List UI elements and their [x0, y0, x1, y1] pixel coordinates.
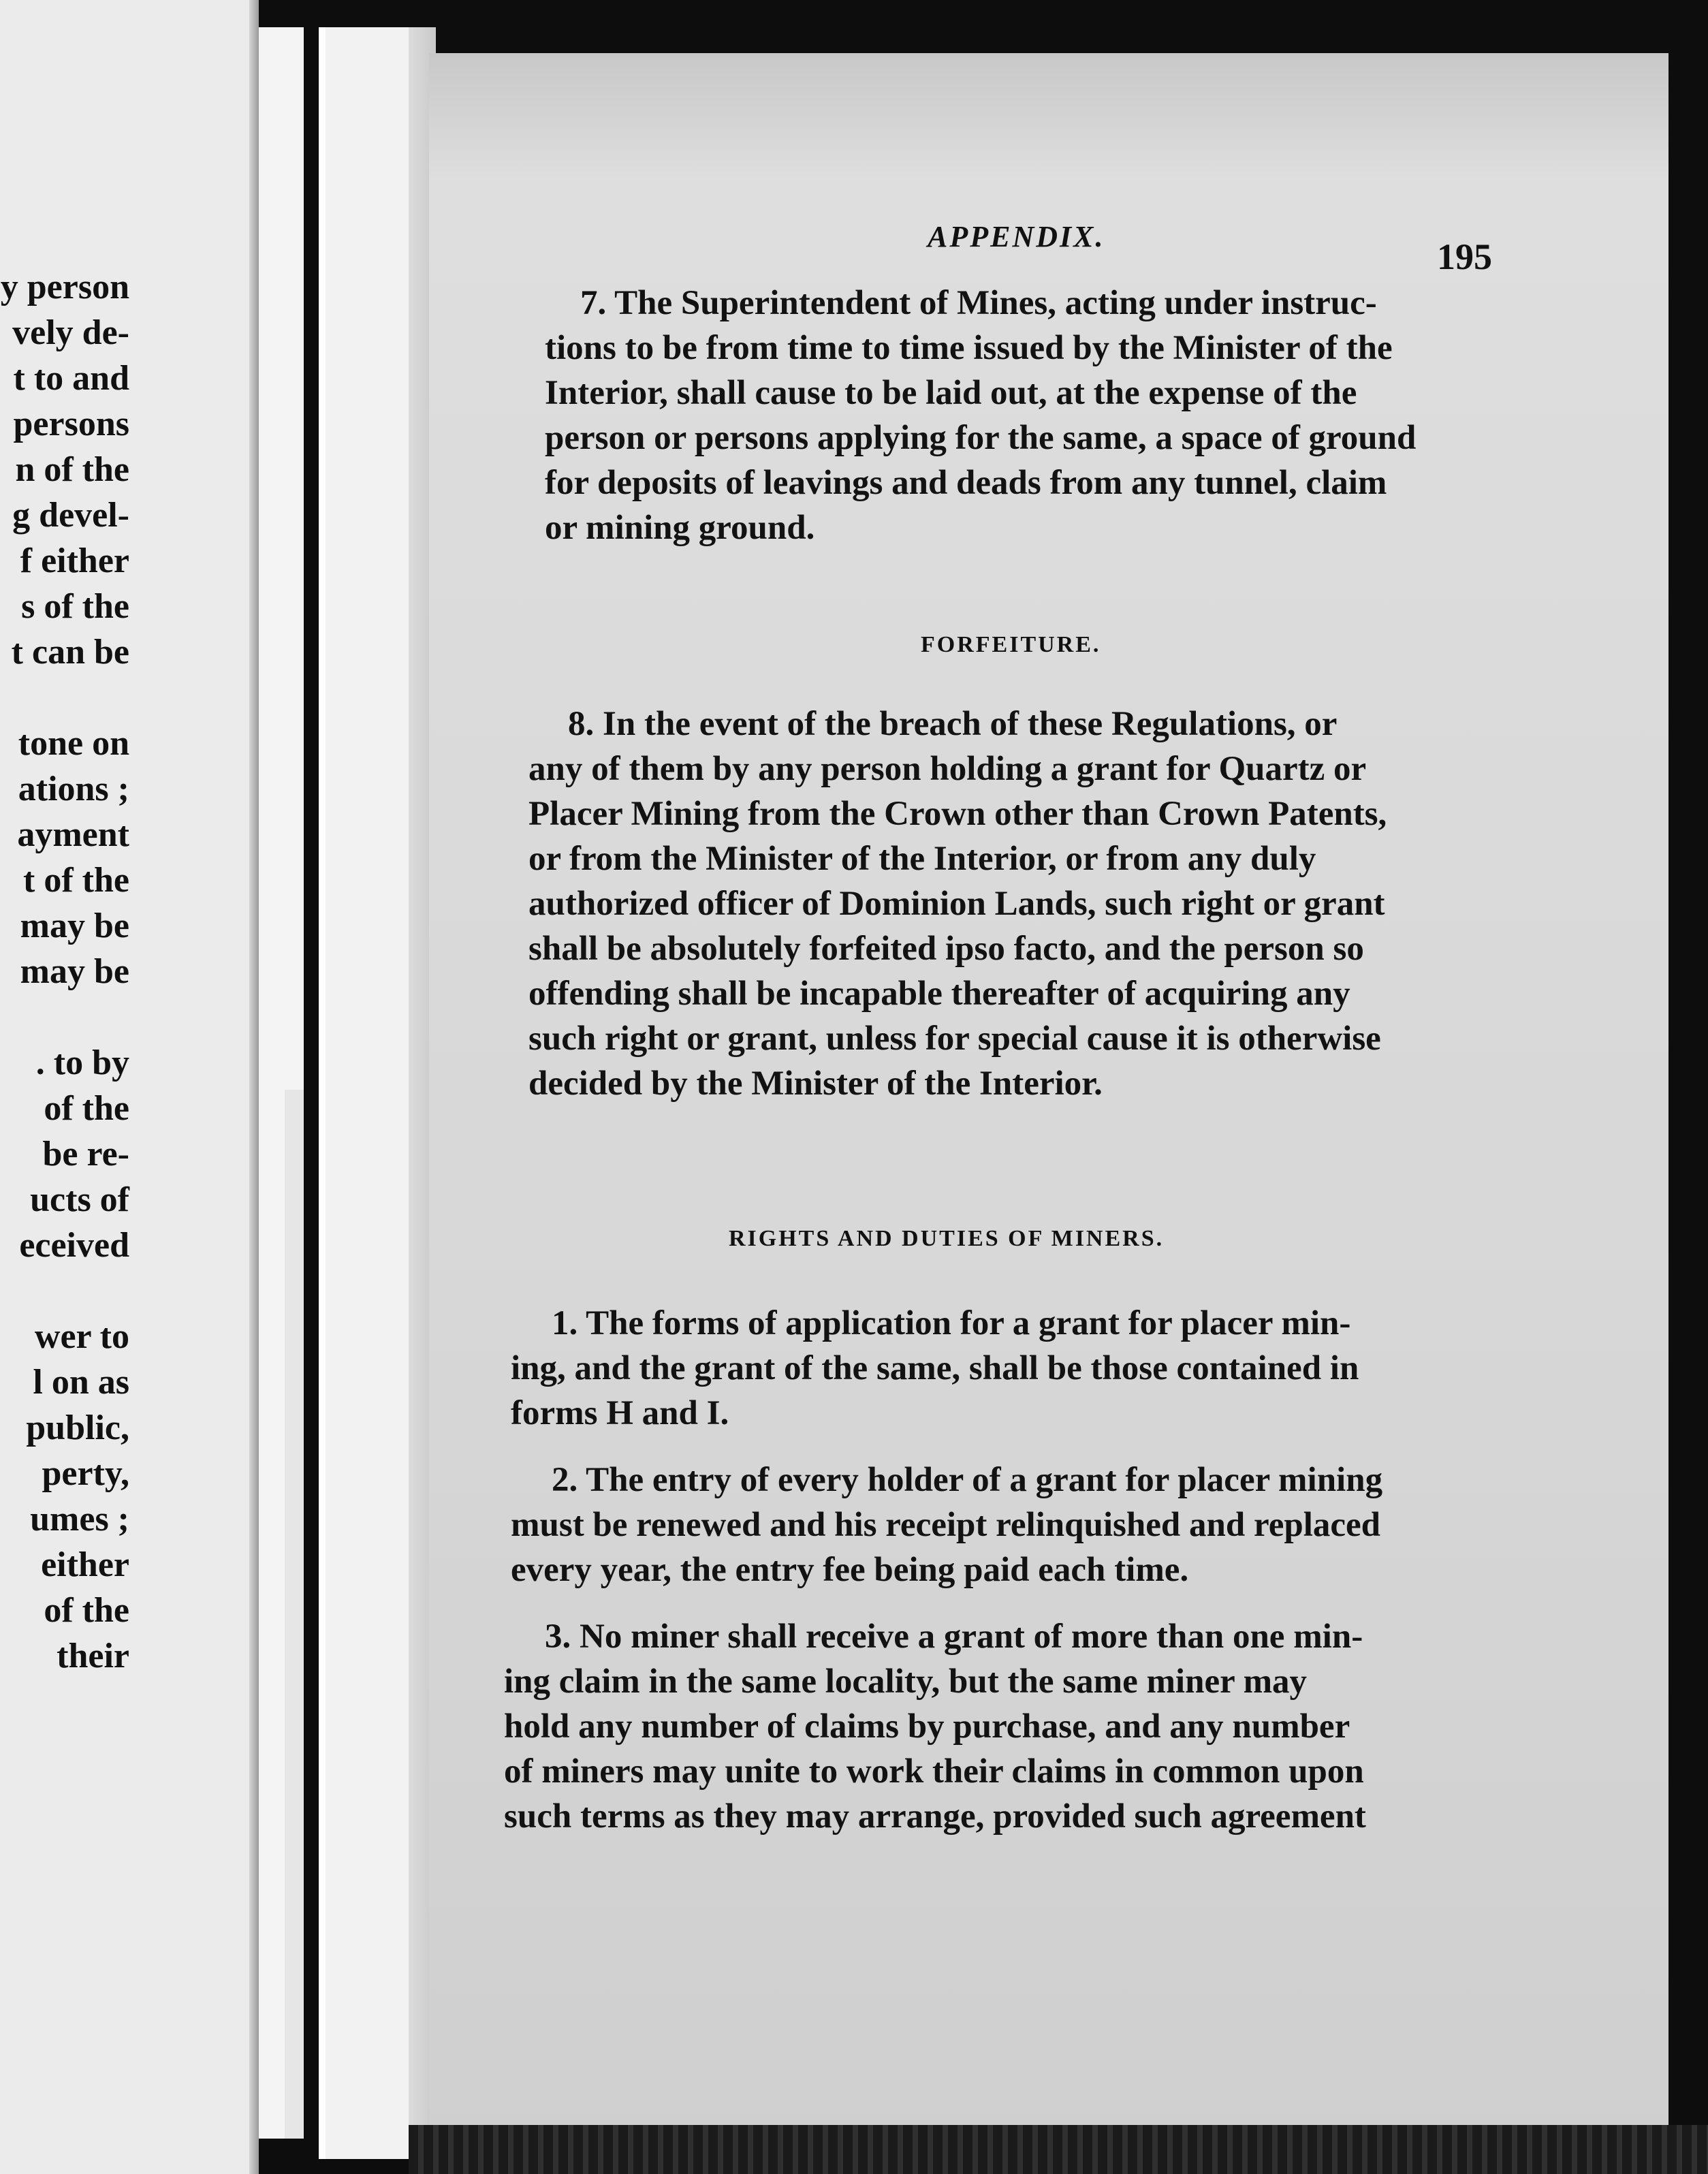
text-line: every year, the entry fee being paid each time.	[511, 1551, 1189, 1589]
text-line: t to and	[13, 359, 129, 398]
paragraph-7	[545, 281, 1416, 550]
text-line: decided by the Minister of the Interior.	[528, 1065, 1103, 1103]
text-line: such right or grant, unless for special cause it is otherwise	[528, 1020, 1381, 1058]
text-line: ations ;	[18, 770, 129, 808]
text-line: ayment	[17, 815, 129, 854]
text-line: be re-	[42, 1135, 129, 1173]
text-line: l on as	[33, 1363, 129, 1402]
text-line: 1. The forms of application for a grant for placer min-	[552, 1304, 1351, 1342]
page-bottom-edge	[409, 2125, 1708, 2174]
paragraph-rights-1	[511, 1301, 1359, 1436]
text-line: s of the	[21, 587, 129, 626]
text-line: Interior, shall cause to be laid out, at the expense of the	[545, 374, 1357, 412]
text-line: public,	[26, 1408, 129, 1447]
previous-page-text	[1, 264, 129, 1679]
text-line: umes ;	[30, 1500, 129, 1539]
text-line: or mining ground.	[545, 509, 815, 547]
text-line: ing claim in the same locality, but the same miner may	[504, 1663, 1308, 1701]
text-line: 7. The Superintendent of Mines, acting under instruc-	[580, 284, 1377, 322]
text-line: their	[57, 1637, 129, 1675]
text-line: shall be absolutely forfeited ipso facto, and the person so	[528, 930, 1364, 968]
text-line: either	[41, 1545, 129, 1584]
section-heading-rights-and-duties: RIGHTS AND DUTIES OF MINERS.	[729, 1226, 1165, 1251]
text-line: t of the	[23, 861, 129, 900]
text-line: wer to	[34, 1317, 129, 1356]
text-line: y person	[0, 268, 129, 306]
running-head: APPENDIX.	[928, 220, 1105, 253]
text-line: ing, and the grant of the same, shall be those contained in	[511, 1349, 1359, 1387]
text-line: must be renewed and his receipt relinquished and replaced	[511, 1506, 1381, 1544]
paragraph-8	[528, 702, 1387, 1106]
text-line: persons	[13, 405, 129, 443]
text-line	[1, 1268, 129, 1314]
text-line: Placer Mining from the Crown other than Crown Patents,	[528, 795, 1387, 833]
text-line: for deposits of leavings and deads from any tunnel, claim	[545, 464, 1387, 502]
text-line: 2. The entry of every holder of a grant for placer mining	[552, 1461, 1383, 1499]
text-line: eceived	[19, 1226, 129, 1265]
text-line: any of them by any person holding a grant for Quartz or	[528, 750, 1367, 788]
text-line: or from the Minister of the Interior, or from any duly	[528, 840, 1316, 878]
text-line: authorized officer of Dominion Lands, such right or grant	[528, 885, 1385, 923]
text-line: forms H and I.	[511, 1394, 729, 1432]
text-line	[1, 994, 129, 1040]
paragraph-rights-3	[504, 1614, 1366, 1839]
page-number: 195	[1437, 236, 1492, 277]
text-line: n of the	[15, 450, 129, 489]
page-edge	[249, 0, 259, 2174]
text-line: 8. In the event of the breach of these Regulations, or	[568, 705, 1338, 743]
previous-page	[0, 0, 259, 2174]
text-line: person or persons applying for the same, a space of ground	[545, 419, 1417, 457]
text-line: . to by	[35, 1043, 129, 1082]
text-line: vely de-	[12, 313, 129, 352]
text-line: t can be	[11, 633, 129, 672]
text-line: hold any number of claims by purchase, and any number	[504, 1707, 1350, 1746]
book-binding	[319, 27, 436, 2159]
text-line: of the	[44, 1089, 129, 1128]
text-line: 3. No miner shall receive a grant of more than one min-	[545, 1618, 1363, 1656]
text-line: of miners may unite to work their claims in common upon	[504, 1752, 1364, 1791]
paragraph-rights-2	[511, 1458, 1382, 1592]
text-line: offending shall be incapable thereafter of acquiring any	[528, 975, 1350, 1013]
page-gutter-shadow	[285, 1090, 304, 2139]
text-line: such terms as they may arrange, provided such agreement	[504, 1797, 1366, 1836]
text-line	[1, 675, 129, 721]
text-line: of the	[44, 1591, 129, 1630]
text-line: may be	[20, 952, 129, 991]
text-line: may be	[20, 907, 129, 945]
text-line: f either	[20, 541, 129, 580]
text-line: tions to be from time to time issued by the Minister of the	[545, 329, 1393, 367]
text-line: ucts of	[30, 1180, 129, 1219]
text-line: g devel-	[12, 496, 129, 535]
section-heading-forfeiture: FORFEITURE.	[921, 632, 1101, 657]
text-line: tone on	[18, 724, 129, 763]
text-line: perty,	[42, 1454, 129, 1493]
